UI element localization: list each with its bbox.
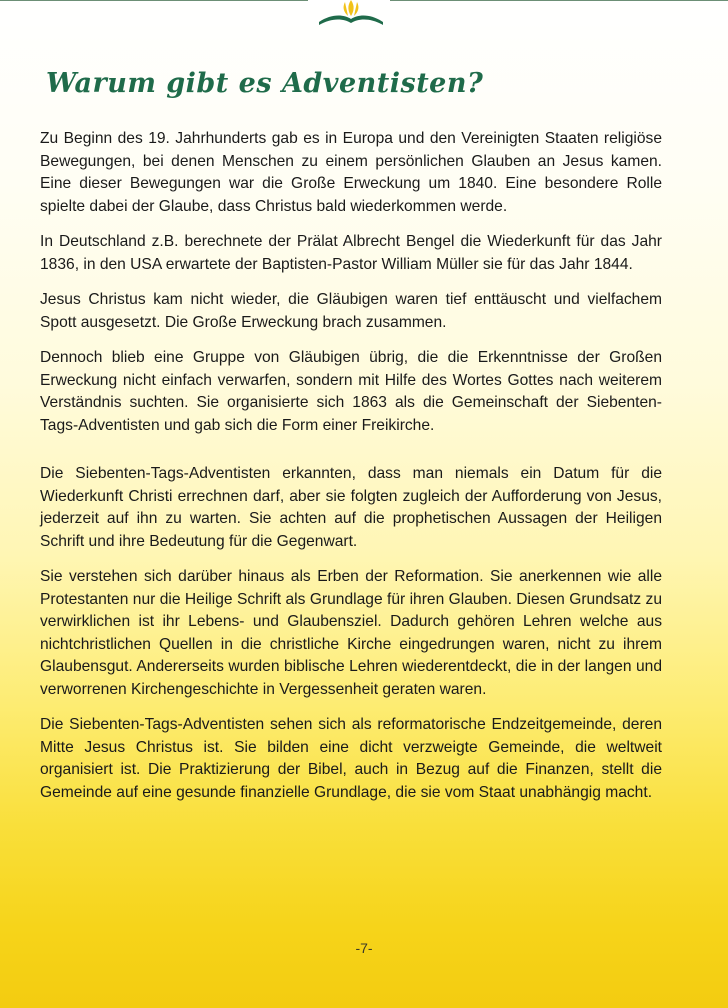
paragraph-4: Dennoch blieb eine Gruppe von Gläubigen übrig, die die Erkenntnisse der Großen Erweckung nicht einfach verwarfen, sondern mit Hilfe des Wortes Gottes nach weiterem Verständnis suchten. Sie organisierte sich 1863 als die Gemeinschaft der Siebenten-Tags-Adventisten und gab sich die Form einer Freikirche.	[40, 349, 662, 434]
paragraph-6: Sie verstehen sich darüber hinaus als Erben der Reformation. Sie anerkennen wie alle Protestanten nur die Heilige Schrift als Grundlage für ihren Glauben. Diesen Grundsatz zu verwirklichen ist ihr Lebens- und Glaubensziel. Dadurch gehören Lehren welche aus nichtchristlichen Quellen in die christliche Kirche eingedrungen waren, nicht zu ihrem Glaubensgut. Andererseits wurden biblische Lehren wiederentdeckt, die in der langen und verworrenen Kirchengeschichte in Vergessenheit geraten waren.	[40, 568, 662, 698]
paragraph-7: Die Siebenten-Tags-Adventisten sehen sich als reformatorische Endzeitgemeinde, deren Mitte Jesus Christus ist. Sie bilden eine dicht verzweigte Gemeinde, die weltweit organisiert ist. Die Praktizierung der Bibel, auch in Bezug auf die Finanzen, stellt die Gemeinde auf eine gesunde finanzielle Grundlage, die sie vom Staat unabhängig macht.	[40, 716, 662, 801]
document-page	[40, 64, 662, 817]
page-number: -7-	[355, 940, 373, 956]
paragraph-3: Jesus Christus kam nicht wieder, die Gläubigen waren tief enttäuscht und vielfachem Spott ausgesetzt. Die Große Erweckung brach zusammen.	[40, 291, 662, 331]
adventist-logo-icon	[315, 0, 387, 26]
paragraph-2: In Deutschland z.B. berechnete der Prälat Albrecht Bengel die Wiederkunft für das Jahr 1836, in den USA erwartete der Baptisten-Pastor William Müller sie für das Jahr 1844.	[40, 233, 662, 273]
top-rule-right	[390, 0, 728, 1]
paragraph-5: Die Siebenten-Tags-Adventisten erkannten, dass man niemals ein Datum für die Wiederkunft Christi errechnen darf, aber sie folgten zugleich der Aufforderung von Jesus, jederzeit auf ihn zu warten. Sie achten auf die prophetischen Aussagen der Heiligen Schrift und ihre Bedeutung für die Gegenwart.	[40, 465, 662, 550]
page-title: Warum gibt es Adventisten?	[46, 68, 484, 99]
paragraph-1: Zu Beginn des 19. Jahrhunderts gab es in Europa und den Vereinigten Staaten religiöse Bewegungen, bei denen Menschen zu einem persönlichen Glauben an Jesus kamen. Eine dieser Bewegungen war die Große Erweckung um 1840. Eine besondere Rolle spielte dabei der Glaube, dass Christus bald wiederkommen werde.	[40, 130, 662, 215]
top-rule-left	[0, 0, 308, 1]
